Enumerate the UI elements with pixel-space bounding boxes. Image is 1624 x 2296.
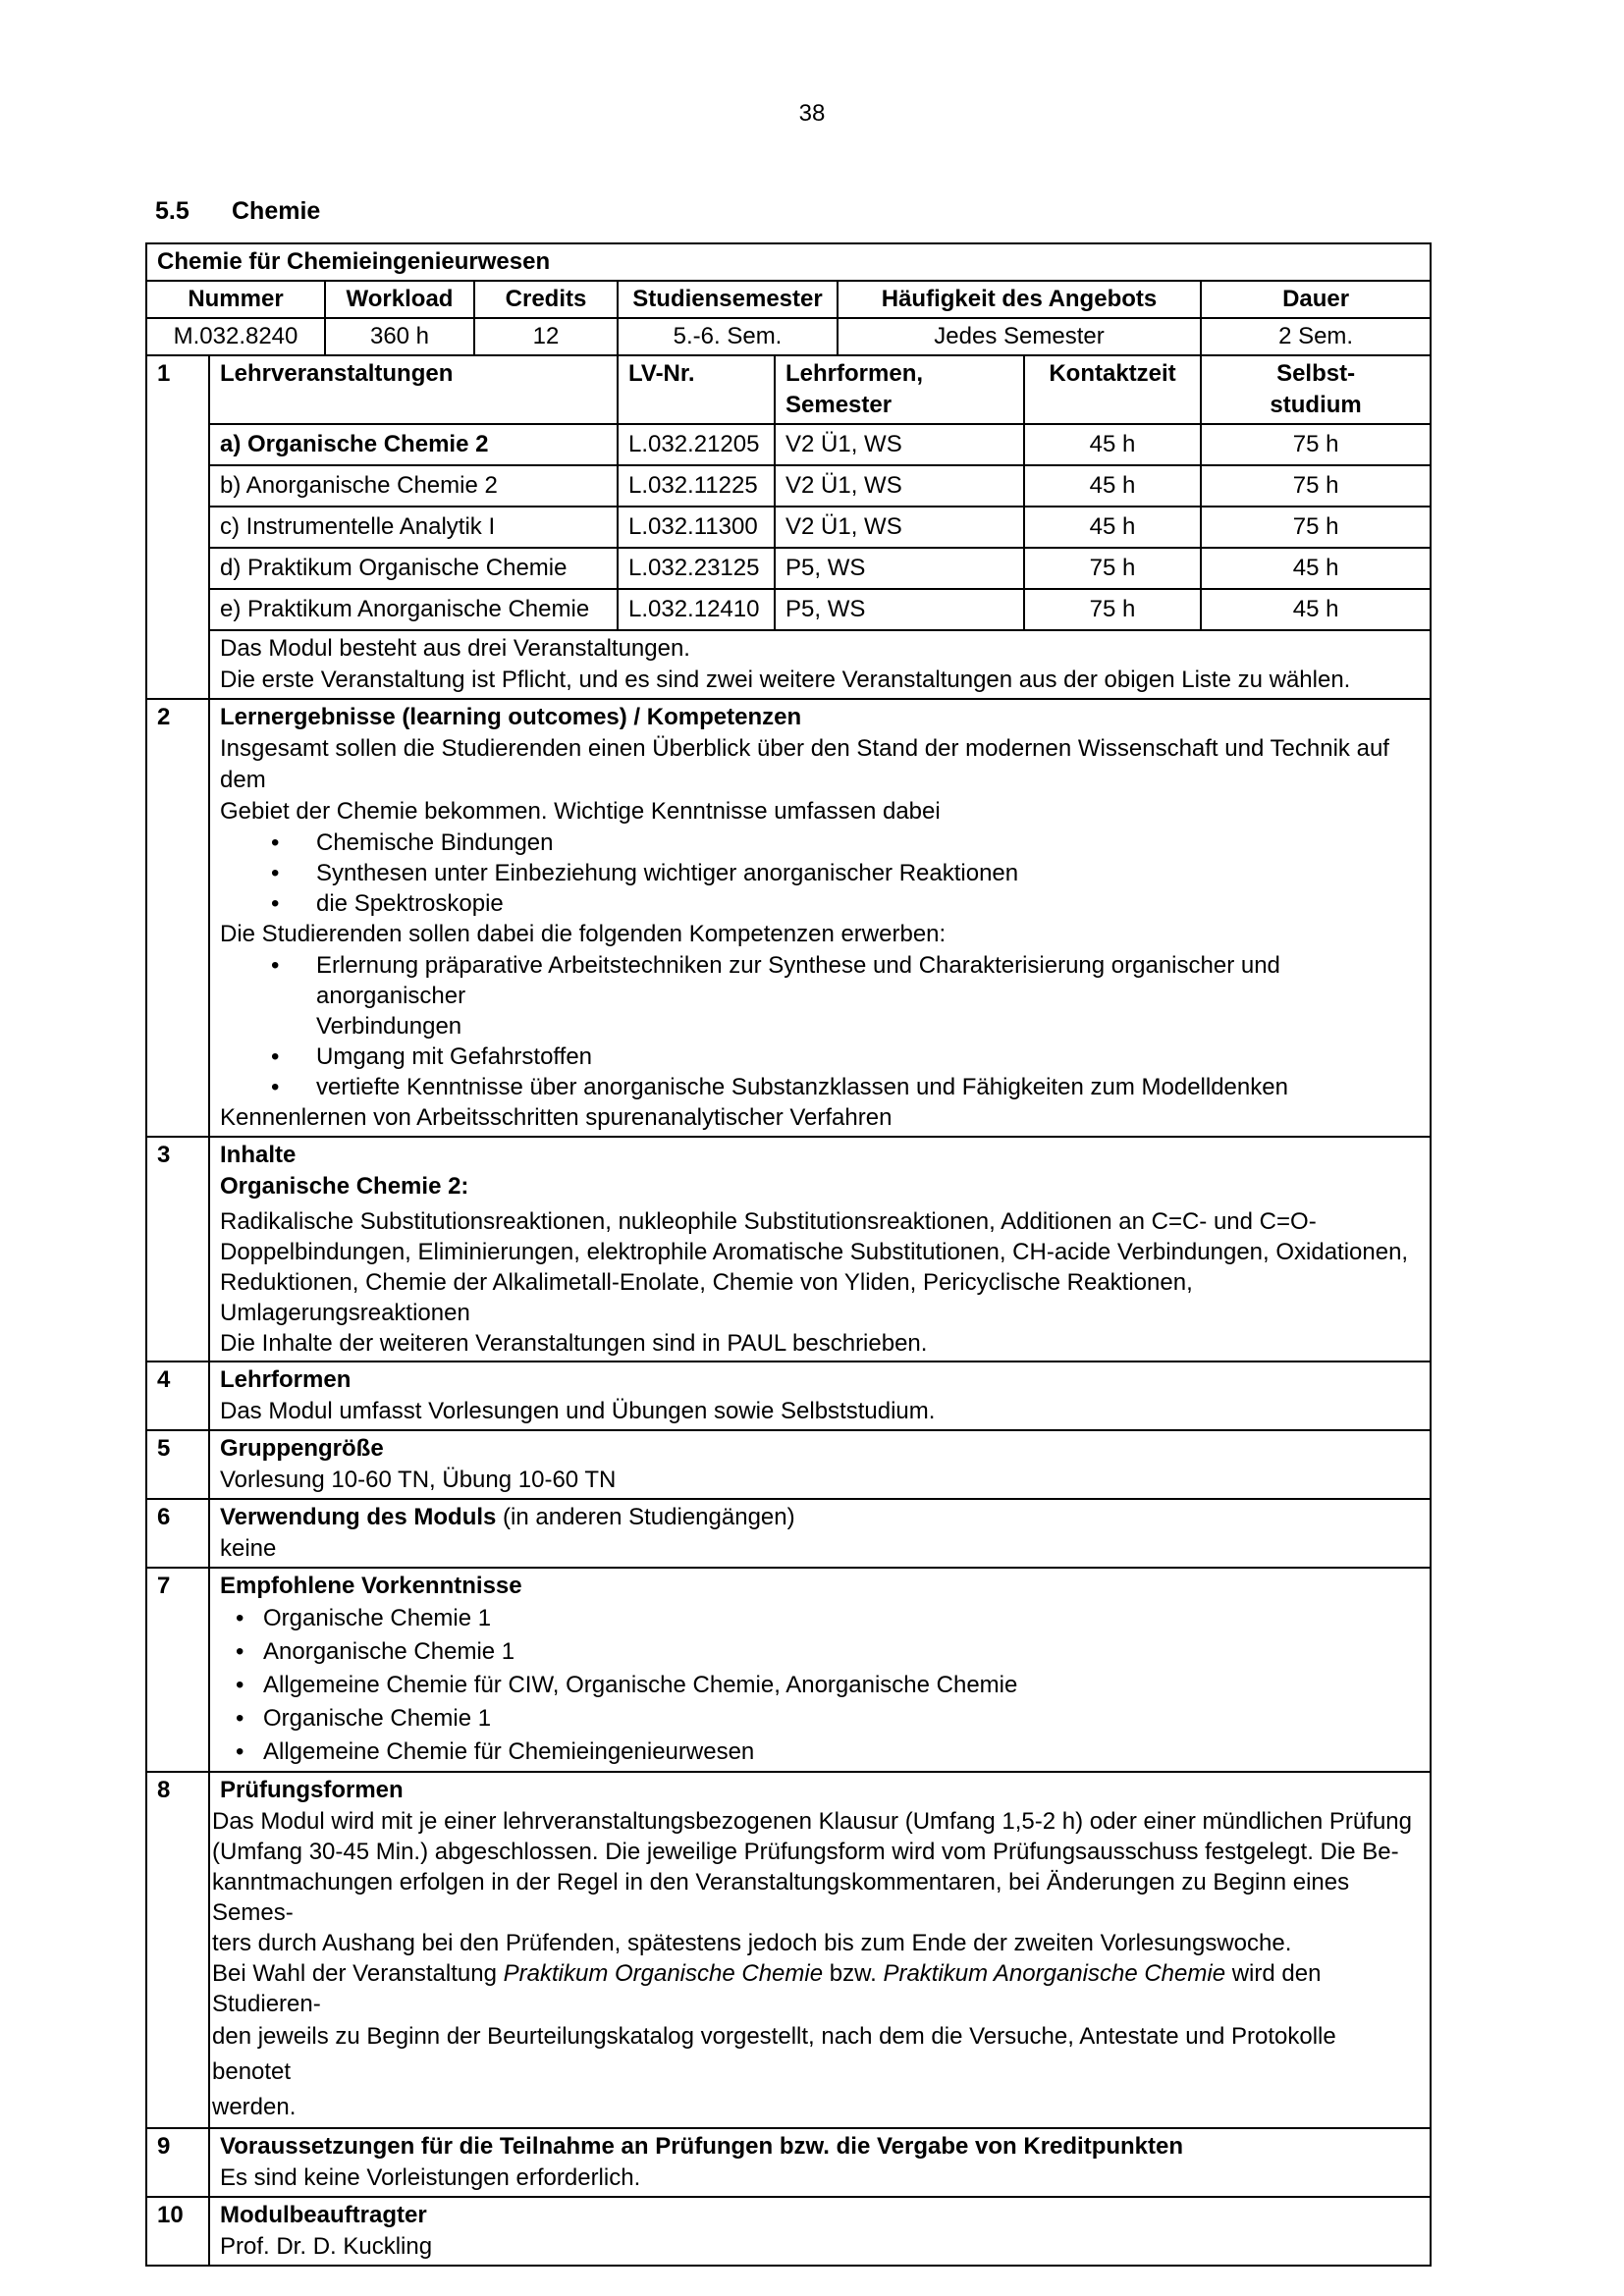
paragraph-line: Gebiet der Chemie bekommen. Wichtige Kenntnisse umfassen dabei — [220, 798, 941, 825]
label-studiensemester: Studiensemester — [618, 281, 838, 318]
course-selbst: 45 h — [1201, 589, 1431, 630]
contents — [209, 1137, 1431, 1362]
course-form: V2 Ü1, WS — [775, 465, 1024, 507]
course-selbst: 45 h — [1201, 548, 1431, 589]
row-2 — [146, 699, 1431, 1137]
row-number-6: 6 — [146, 1499, 209, 1568]
paragraph-line: Reduktionen, Chemie der Alkalimetall-Enolate, Chemie von Yliden, Pericyclische Reaktionen, Umlagerungsreaktionen — [220, 1269, 1193, 1326]
note-line: Die erste Veranstaltung ist Pflicht, und es sind zwei weitere Veranstaltungen aus der obigen Liste zu wählen. — [220, 667, 1351, 693]
list-item: • Synthesen unter Einbeziehung wichtiger anorganischer Reaktionen — [220, 858, 1420, 888]
label-dauer: Dauer — [1201, 281, 1431, 318]
course-kontakt: 45 h — [1024, 424, 1201, 465]
course-form: V2 Ü1, WS — [775, 507, 1024, 548]
list-item: • die Spektroskopie — [220, 888, 1420, 919]
row-number-4: 4 — [146, 1362, 209, 1430]
row-number-1: 1 — [146, 355, 209, 699]
course-row — [146, 548, 1431, 589]
label-workload: Workload — [325, 281, 474, 318]
page-number: 38 — [798, 100, 826, 127]
course-row — [146, 465, 1431, 507]
course-kontakt: 45 h — [1024, 507, 1201, 548]
course-selbst: 75 h — [1201, 507, 1431, 548]
paragraph-line: Vorlesung 10-60 TN, Übung 10-60 TN — [220, 1467, 617, 1493]
row-number-9: 9 — [146, 2128, 209, 2197]
paragraph-line: Doppelbindungen, Eliminierungen, elektrophile Aromatische Substitutionen, CH-acide Verbindungen, Oxidationen, — [220, 1239, 1409, 1265]
label-credits: Credits — [474, 281, 618, 318]
row-1-header — [146, 355, 1431, 424]
course-name: e) Praktikum Anorganische Chemie — [209, 589, 618, 630]
paragraph-line: den jeweils zu Beginn der Beurteilungskatalog vorgestellt, nach dem die Versuche, Antestate und Protokolle benotet — [212, 2023, 1336, 2085]
row-8 — [146, 1772, 1431, 2128]
course-name: d) Praktikum Organische Chemie — [209, 548, 618, 589]
list-item: • Organische Chemie 1 — [220, 1602, 1420, 1635]
row-number-5: 5 — [146, 1430, 209, 1499]
paragraph-line: Bei Wahl der Veranstaltung Praktikum Organische Chemie bzw. Praktikum Anorganische Chemie wird den Studieren- — [212, 1960, 1322, 2017]
list-item: • Chemische Bindungen — [220, 828, 1420, 858]
col-lehrveranstaltungen: Lehrveranstaltungen — [209, 355, 618, 424]
label-nummer: Nummer — [146, 281, 325, 318]
paragraph-line: Die Inhalte der weiteren Veranstaltungen sind in PAUL beschrieben. — [220, 1330, 928, 1357]
teaching-forms — [209, 1362, 1431, 1430]
list-item: • Erlernung präparative Arbeitstechniken zur Synthese und Charakterisierung organischer und anorganischer Verbindungen — [220, 950, 1420, 1041]
list-item: • Umgang mit Gefahrstoffen — [220, 1041, 1420, 1072]
list-item: • vertiefte Kenntnisse über anorganische Substanzklassen und Fähigkeiten zum Modelldenken — [220, 1072, 1420, 1102]
col-kontaktzeit: Kontaktzeit — [1024, 355, 1201, 424]
list-item: • Allgemeine Chemie für Chemieingenieurwesen — [220, 1735, 1420, 1769]
col-selbststudium: Selbst- studium — [1201, 355, 1431, 424]
list-item: • Anorganische Chemie 1 — [220, 1635, 1420, 1669]
prerequisite-list — [220, 1602, 1420, 1769]
module-usage — [209, 1499, 1431, 1568]
value-haeufigkeit: Jedes Semester — [838, 318, 1201, 355]
course-nr: L.032.11225 — [618, 465, 775, 507]
value-studiensemester: 5.-6. Sem. — [618, 318, 838, 355]
row-9 — [146, 2128, 1431, 2197]
paragraph-line: keine — [220, 1535, 277, 1562]
col-lehrformen: Lehrformen, Semester — [775, 355, 1024, 424]
section-heading — [155, 197, 320, 226]
row-3 — [146, 1137, 1431, 1362]
row-number-8: 8 — [146, 1772, 209, 2128]
module-coordinator — [209, 2197, 1431, 2266]
course-name: c) Instrumentelle Analytik I — [209, 507, 618, 548]
course-row — [146, 424, 1431, 465]
paragraph-line: (Umfang 30-45 Min.) abgeschlossen. Die jeweilige Prüfungsform wird vom Prüfungsausschuss festgelegt. Die Be- — [212, 1839, 1399, 1865]
row-7 — [146, 1568, 1431, 1772]
section-title: Lernergebnisse (learning outcomes) / Kompetenzen — [220, 704, 802, 730]
paragraph-line: Kennenlernen von Arbeitsschritten spurenanalytischer Verfahren — [220, 1104, 893, 1131]
value-nummer: M.032.8240 — [146, 318, 325, 355]
module-title-row — [146, 243, 1431, 281]
section-title: Empfohlene Vorkenntnisse — [220, 1573, 522, 1599]
competence-list — [220, 950, 1420, 1102]
list-item: • Allgemeine Chemie für CIW, Organische Chemie, Anorganische Chemie — [220, 1669, 1420, 1702]
paragraph-line: Radikalische Substitutionsreaktionen, nukleophile Substitutionsreaktionen, Additionen an C=C- und C=O- — [220, 1208, 1317, 1235]
section-title: Prüfungsformen — [220, 1777, 404, 1803]
course-nr: L.032.11300 — [618, 507, 775, 548]
row-number-10: 10 — [146, 2197, 209, 2266]
course-form: P5, WS — [775, 589, 1024, 630]
section-title: Lehrformen — [220, 1366, 352, 1393]
course-form: V2 Ü1, WS — [775, 424, 1024, 465]
module-title: Chemie für Chemieingenieurwesen — [146, 243, 1431, 281]
exam-requirements — [209, 2128, 1431, 2197]
section-title: Inhalte — [220, 1142, 297, 1168]
value-credits: 12 — [474, 318, 618, 355]
course-form: P5, WS — [775, 548, 1024, 589]
section-title: Gruppengröße — [220, 1435, 384, 1462]
module-header-values — [146, 318, 1431, 355]
paragraph-line: Prof. Dr. D. Kuckling — [220, 2233, 433, 2260]
section-title: Modulbeauftragter — [220, 2202, 427, 2228]
prerequisites — [209, 1568, 1431, 1772]
section-title: Verwendung des Moduls (in anderen Studiengängen) — [220, 1504, 795, 1530]
col-lv-nr: LV-Nr. — [618, 355, 775, 424]
paragraph-line: ters durch Aushang bei den Prüfenden, spätestens jedoch bis zum Ende der zweiten Vorlesungswoche. — [212, 1930, 1292, 1956]
knowledge-list — [220, 828, 1420, 919]
value-workload: 360 h — [325, 318, 474, 355]
paragraph-line: Das Modul umfasst Vorlesungen und Übungen sowie Selbststudium. — [220, 1398, 936, 1424]
paragraph-line: Die Studierenden sollen dabei die folgenden Kompetenzen erwerben: — [220, 921, 947, 947]
course-row — [146, 507, 1431, 548]
course-nr: L.032.12410 — [618, 589, 775, 630]
paragraph-line: Es sind keine Vorleistungen erforderlich. — [220, 2164, 641, 2191]
course-name: a) Organische Chemie 2 — [209, 424, 618, 465]
row-4 — [146, 1362, 1431, 1430]
row-1-notes — [146, 630, 1431, 699]
list-item: • Organische Chemie 1 — [220, 1702, 1420, 1735]
row-number-3: 3 — [146, 1137, 209, 1362]
course-notes — [209, 630, 1431, 699]
value-dauer: 2 Sem. — [1201, 318, 1431, 355]
section-title: Voraussetzungen für die Teilnahme an Prüfungen bzw. die Vergabe von Kreditpunkten — [220, 2133, 1184, 2160]
exam-forms — [209, 1772, 1431, 2128]
learning-outcomes — [209, 699, 1431, 1137]
course-selbst: 75 h — [1201, 424, 1431, 465]
course-nr: L.032.21205 — [618, 424, 775, 465]
label-haeufigkeit: Häufigkeit des Angebots — [838, 281, 1201, 318]
row-number-2: 2 — [146, 699, 209, 1137]
course-kontakt: 75 h — [1024, 548, 1201, 589]
module-table — [145, 242, 1432, 2267]
paragraph-line: Das Modul wird mit je einer lehrveranstaltungsbezogenen Klausur (Umfang 1,5-2 h) oder einer mündlichen Prüfung — [212, 1808, 1412, 1835]
module-header-labels — [146, 281, 1431, 318]
course-kontakt: 45 h — [1024, 465, 1201, 507]
paragraph-line: werden. — [212, 2094, 297, 2120]
section-title: Chemie — [232, 197, 321, 225]
note-line: Das Modul besteht aus drei Veranstaltungen. — [220, 635, 690, 662]
paragraph-line: Insgesamt sollen die Studierenden einen Überblick über den Stand der modernen Wissenschaft und Technik auf dem — [220, 735, 1389, 793]
row-5 — [146, 1430, 1431, 1499]
course-nr: L.032.23125 — [618, 548, 775, 589]
course-row — [146, 589, 1431, 630]
course-selbst: 75 h — [1201, 465, 1431, 507]
row-6 — [146, 1499, 1431, 1568]
course-name: b) Anorganische Chemie 2 — [209, 465, 618, 507]
row-number-7: 7 — [146, 1568, 209, 1772]
course-kontakt: 75 h — [1024, 589, 1201, 630]
group-size — [209, 1430, 1431, 1499]
paragraph-line: kanntmachungen erfolgen in der Regel in den Veranstaltungskommentaren, bei Änderungen zu Beginn eines Semes- — [212, 1869, 1350, 1926]
subtitle: Organische Chemie 2: — [220, 1173, 469, 1200]
row-10 — [146, 2197, 1431, 2266]
section-number: 5.5 — [155, 197, 189, 225]
